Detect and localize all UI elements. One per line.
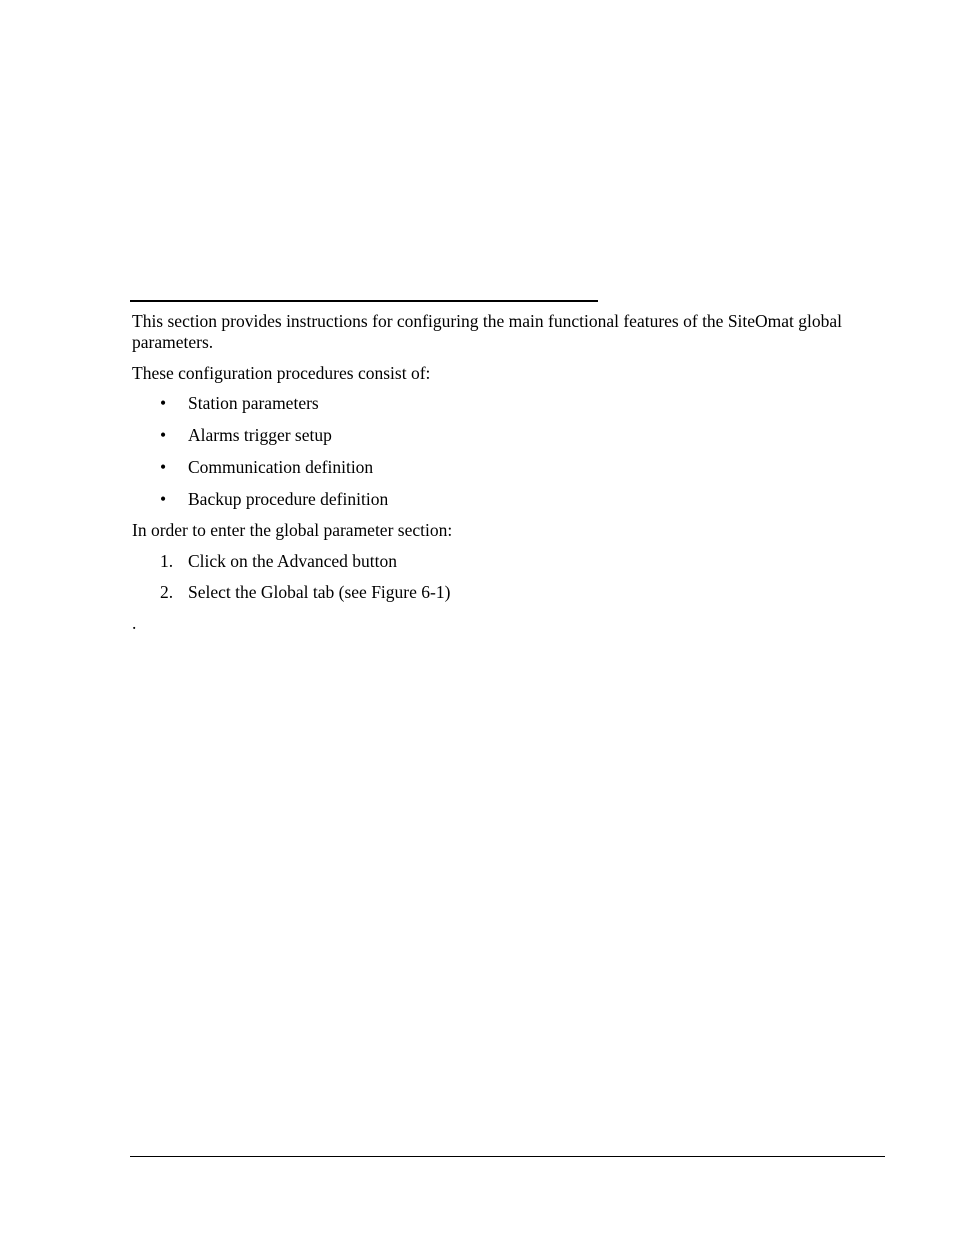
procedures-lead-paragraph: These configuration procedures consist of: <box>132 363 431 383</box>
list-item <box>132 551 852 572</box>
list-item-text: Station parameters <box>188 393 319 413</box>
bullet-icon: • <box>160 425 167 445</box>
trailing-period: . <box>132 613 137 633</box>
list-item <box>132 582 852 603</box>
footer-rule <box>130 1156 885 1157</box>
list-item <box>132 425 852 446</box>
list-item-text: Communication definition <box>188 457 374 477</box>
steps-numbered-list <box>132 551 852 603</box>
procedures-bullet-list <box>132 393 852 510</box>
step-number: 2. <box>160 582 174 602</box>
section-body <box>132 311 852 634</box>
section-heading-rule <box>130 300 598 302</box>
list-item <box>132 393 852 414</box>
bullet-icon: • <box>160 489 167 509</box>
enter-instructions-paragraph: In order to enter the global parameter section: <box>132 520 453 540</box>
step-number: 1. <box>160 551 174 571</box>
list-item-text: Backup procedure definition <box>188 489 389 509</box>
list-item <box>132 489 852 510</box>
intro-paragraph: This section provides instructions for configuring the main functional features of the SiteOmat global parameters. <box>132 311 843 352</box>
list-item-text: Alarms trigger setup <box>188 425 332 445</box>
bullet-icon: • <box>160 457 167 477</box>
step-text: Select the Global tab (see Figure 6-1) <box>188 582 451 602</box>
bullet-icon: • <box>160 393 167 413</box>
step-text: Click on the Advanced button <box>188 551 397 571</box>
list-item <box>132 457 852 478</box>
